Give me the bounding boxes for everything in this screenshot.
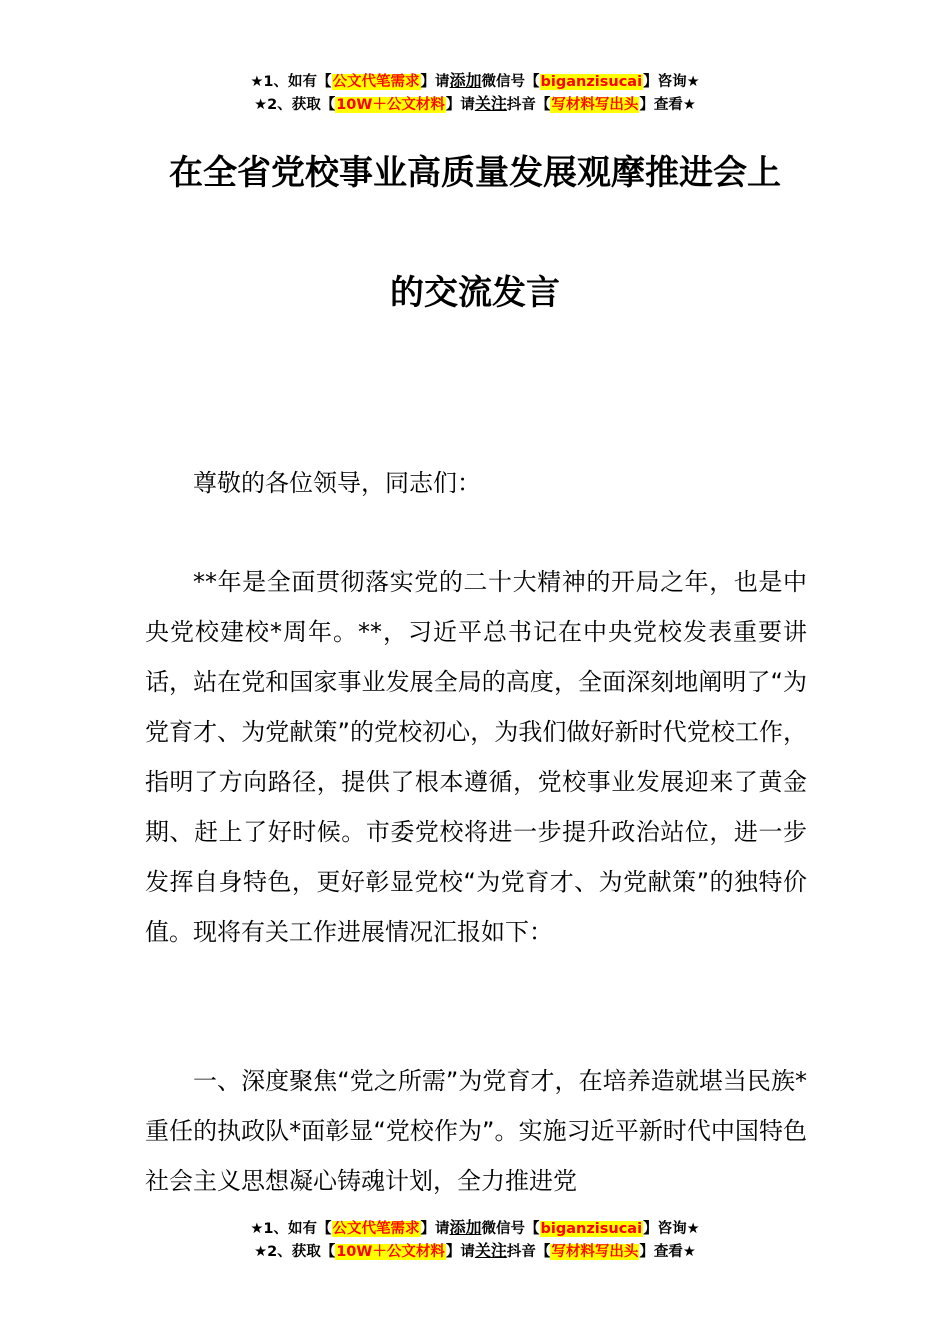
banner-underline: 关注: [474, 94, 507, 113]
banner-highlight: biganzisucai: [540, 74, 643, 90]
banner-text: 】查看★: [639, 97, 696, 113]
banner-highlight: 公文代笔需求: [332, 74, 420, 90]
banner-text: ★2、获取【: [254, 1244, 336, 1260]
banner-highlight: 写材料写出头: [551, 1244, 639, 1260]
banner-text: ★1、如有【: [250, 74, 332, 90]
banner-line-1: [0, 1217, 950, 1240]
paragraph-intro: **年是全面贯彻落实党的二十大精神的开局之年，也是中央党校建校*周年。**，习近平总书记在中央党校发表重要讲话，站在党和国家事业发展全局的高度，全面深刻地阐明了“为党育才、为党献策”的党校初心，为我们做好新时代党校工作，指明了方向路径，提供了根本遵循，党校事业发展迎来了黄金期、赶上了好时候。市委党校将进一步提升政治站位，进一步发挥自身特色，更好彰显党校“为党育才、为党献策”的独特价值。现将有关工作进展情况汇报如下：: [145, 568, 807, 946]
banner-underline: 关注: [474, 1241, 507, 1260]
banner-text: 微信号【: [481, 1221, 540, 1237]
banner-text: 抖音【: [506, 97, 551, 113]
document-title-line-1: 在全省党校事业高质量发展观摩推进会上: [169, 153, 781, 193]
banner-text: 】请: [445, 97, 475, 113]
header-banner: [0, 70, 950, 116]
paragraph-section-1: 一、深度聚焦“党之所需”为党育才，在培养造就堪当民族*重任的执政队*面彰显“党校作为”。实施习近平新时代中国特色社会主义思想凝心铸魂计划，全力推进党: [145, 1067, 807, 1195]
banner-text: 微信号【: [481, 74, 540, 90]
banner-line-2: [0, 93, 950, 116]
banner-text: 】请: [420, 1221, 450, 1237]
banner-text: 】咨询★: [643, 1221, 700, 1237]
document-title-line-2: 的交流发言: [390, 273, 560, 313]
banner-text: 】查看★: [639, 1244, 696, 1260]
banner-highlight: 10W＋公文材料: [336, 97, 445, 113]
banner-text: ★2、获取【: [254, 97, 336, 113]
banner-highlight: 写材料写出头: [551, 97, 639, 113]
banner-text: 抖音【: [506, 1244, 551, 1260]
banner-underline: 添加: [449, 1218, 482, 1237]
banner-line-1: [0, 70, 950, 93]
footer-banner: [0, 1217, 950, 1263]
banner-text: 】咨询★: [643, 74, 700, 90]
banner-text: 】请: [420, 74, 450, 90]
salutation: 尊敬的各位领导，同志们：: [193, 469, 481, 497]
banner-underline: 添加: [449, 71, 482, 90]
banner-text: ★1、如有【: [250, 1221, 332, 1237]
banner-highlight: 公文代笔需求: [332, 1221, 420, 1237]
banner-highlight: biganzisucai: [540, 1221, 643, 1237]
banner-text: 】请: [445, 1244, 475, 1260]
banner-highlight: 10W＋公文材料: [336, 1244, 445, 1260]
banner-line-2: [0, 1240, 950, 1263]
